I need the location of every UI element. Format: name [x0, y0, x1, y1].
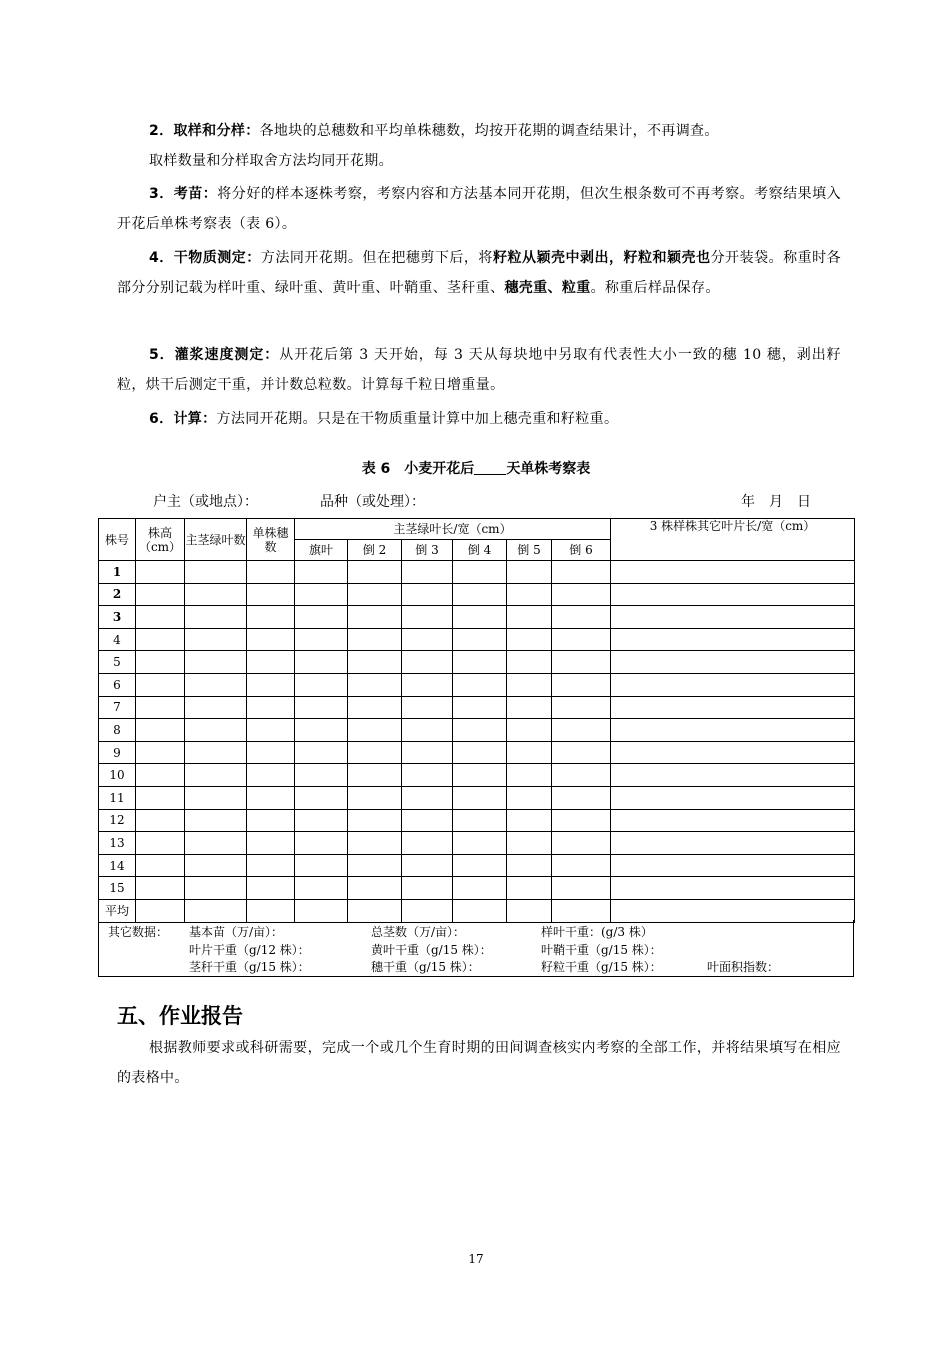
table-cell — [348, 651, 402, 674]
table-cell — [185, 583, 247, 606]
text-dry-matter-2: 分开装袋。称重时各部分分别记载为样叶重、绿叶重、黄叶重、叶鞘重、茎秆重、 — [117, 250, 841, 296]
paragraph-calculation — [117, 404, 841, 434]
table-cell — [247, 651, 295, 674]
table-cell — [185, 764, 247, 787]
text-sampling: 各地块的总穗数和平均单株穗数，均按开花期的调查结果计，不再调查。 — [259, 123, 719, 139]
table-cell — [507, 628, 552, 651]
table-cell — [136, 899, 185, 922]
table-row — [99, 696, 855, 719]
heading-dry-matter: 4．干物质测定： — [149, 250, 261, 266]
table-cell — [136, 606, 185, 629]
table-cell — [136, 809, 185, 832]
table-cell — [611, 877, 855, 900]
table-cell — [402, 809, 453, 832]
page-number: 17 — [468, 1252, 484, 1266]
table-cell — [247, 719, 295, 742]
table-cell — [402, 764, 453, 787]
table-cell — [136, 854, 185, 877]
table-cell — [402, 854, 453, 877]
table-cell — [402, 673, 453, 696]
table-cell — [611, 786, 855, 809]
table-cell — [247, 741, 295, 764]
table-cell — [136, 583, 185, 606]
row-number: 13 — [99, 832, 136, 855]
table-cell — [552, 719, 611, 742]
table-cell — [185, 854, 247, 877]
row-number: 6 — [99, 673, 136, 696]
table-cell — [402, 832, 453, 855]
heading-seedling: 3．考苗： — [149, 186, 218, 202]
table-cell — [295, 606, 348, 629]
table-cell — [402, 651, 453, 674]
table-cell — [453, 583, 507, 606]
table-cell — [247, 628, 295, 651]
table-cell — [611, 832, 855, 855]
bold-dry-matter-2: 穗壳重、粒重 — [504, 280, 591, 296]
table-cell — [136, 764, 185, 787]
table-row — [99, 786, 855, 809]
table-cell — [185, 832, 247, 855]
text-calculation: 方法同开花期。只是在干物质重量计算中加上穗壳重和籽粒重。 — [216, 411, 619, 427]
table-cell — [295, 696, 348, 719]
sheath-dry: 叶鞘干重（g/15 株）： — [541, 943, 662, 957]
table-cell — [453, 606, 507, 629]
table-cell — [295, 832, 348, 855]
table-cell — [247, 696, 295, 719]
table-cell — [552, 741, 611, 764]
table-cell — [295, 809, 348, 832]
caption-blank — [474, 460, 506, 475]
table-cell — [185, 606, 247, 629]
table-cell — [552, 583, 611, 606]
table-cell — [348, 786, 402, 809]
table-cell — [247, 583, 295, 606]
table-cell — [185, 877, 247, 900]
table-cell — [136, 628, 185, 651]
table-cell — [552, 854, 611, 877]
table-cell — [185, 809, 247, 832]
table-cell — [453, 877, 507, 900]
table-cell — [348, 628, 402, 651]
report-paragraph: 根据教师要求或科研需要，完成一个或几个生育时期的田间调查核实内考察的全部工作，并将结果填写在相应的表格中。 — [117, 1040, 841, 1086]
row-number: 9 — [99, 741, 136, 764]
row-number: 1 — [99, 561, 136, 584]
table-cell — [185, 696, 247, 719]
table-cell — [185, 741, 247, 764]
caption-post: 天单株考察表 — [506, 461, 591, 477]
paragraph-dry-matter — [117, 243, 841, 303]
table-cell — [247, 899, 295, 922]
table-cell — [507, 583, 552, 606]
table-cell — [507, 877, 552, 900]
row-number: 3 — [99, 606, 136, 629]
table-cell — [552, 809, 611, 832]
table-cell — [507, 764, 552, 787]
table-cell — [611, 673, 855, 696]
table-cell — [295, 651, 348, 674]
text-seedling: 将分好的样本逐株考察，考察内容和方法基本同开花期，但次生根条数可不再考察。考察结果填入开花后单株考察表（表 6）。 — [117, 186, 841, 232]
row-number: 11 — [99, 786, 136, 809]
table-cell — [507, 606, 552, 629]
row-number: 5 — [99, 651, 136, 674]
table-cell — [507, 719, 552, 742]
blade-dry: 叶片干重（g/12 株）： — [189, 943, 310, 957]
bold-dry-matter-1: 籽粒从颖壳中剥出，籽粒和颖壳也 — [492, 250, 711, 266]
table-cell — [611, 651, 855, 674]
table-cell — [348, 583, 402, 606]
row-number: 7 — [99, 696, 136, 719]
observation-table — [98, 518, 855, 923]
variety-label: 品种（或处理）： — [320, 494, 425, 510]
table-row — [99, 583, 855, 606]
table-cell — [402, 877, 453, 900]
owner-label: 户主（或地点）： — [153, 494, 258, 510]
table-cell — [453, 899, 507, 922]
row-number: 4 — [99, 628, 136, 651]
table-cell — [453, 786, 507, 809]
header-leaf-2: 倒 2 — [348, 540, 402, 561]
table-cell — [247, 877, 295, 900]
table-cell — [136, 719, 185, 742]
table-row — [99, 877, 855, 900]
header-other-leaves: 3 株样株其它叶片长/宽（cm） — [611, 519, 855, 561]
table-cell — [453, 719, 507, 742]
table-cell — [185, 786, 247, 809]
table-cell — [247, 786, 295, 809]
table-cell — [402, 606, 453, 629]
table-cell — [453, 673, 507, 696]
table-cell — [552, 764, 611, 787]
heading-sampling: 2．取样和分样： — [149, 123, 260, 139]
total-stems: 总茎数（万/亩）： — [371, 925, 466, 939]
table-cell — [552, 899, 611, 922]
paragraph-sampling-2: 取样数量和分样取舍方法均同开花期。 — [149, 153, 393, 169]
table-cell — [295, 741, 348, 764]
table-row — [99, 741, 855, 764]
table-cell — [453, 696, 507, 719]
table-row — [99, 764, 855, 787]
table-cell — [348, 832, 402, 855]
table-cell — [136, 561, 185, 584]
table-row — [99, 832, 855, 855]
table-cell — [507, 741, 552, 764]
table-cell — [185, 628, 247, 651]
table-cell — [453, 651, 507, 674]
table-cell — [402, 696, 453, 719]
header-leaf-6: 倒 6 — [552, 540, 611, 561]
text-dry-matter-1: 方法同开花期。但在把穗剪下后，将 — [260, 250, 493, 266]
header-plant-no: 株号 — [99, 519, 136, 561]
table-cell — [453, 809, 507, 832]
table-cell — [348, 877, 402, 900]
table-cell — [295, 854, 348, 877]
table-cell — [611, 809, 855, 832]
table-cell — [552, 606, 611, 629]
table-row — [99, 719, 855, 742]
table-cell — [295, 628, 348, 651]
table-cell — [611, 741, 855, 764]
header-leaf-4: 倒 4 — [453, 540, 507, 561]
table-cell — [611, 854, 855, 877]
sample-leaf-dry: 样叶干重：(g/3 株） — [541, 925, 653, 939]
table-cell — [402, 583, 453, 606]
table-cell — [247, 606, 295, 629]
row-number: 10 — [99, 764, 136, 787]
table-cell — [247, 673, 295, 696]
row-number: 14 — [99, 854, 136, 877]
table-row — [99, 628, 855, 651]
table-cell — [611, 696, 855, 719]
average-row — [99, 899, 855, 922]
paragraph-grain-filling — [117, 340, 841, 400]
table-cell — [185, 561, 247, 584]
table-cell — [247, 561, 295, 584]
table-cell — [611, 561, 855, 584]
table-cell — [295, 673, 348, 696]
table-cell — [348, 741, 402, 764]
table-cell — [611, 764, 855, 787]
table-cell — [507, 673, 552, 696]
table-cell — [552, 651, 611, 674]
table-cell — [402, 899, 453, 922]
header-row-1 — [99, 519, 855, 540]
table-row — [99, 673, 855, 696]
table-cell — [247, 832, 295, 855]
yellow-leaf-dry: 黄叶干重（g/15 株）： — [371, 943, 492, 957]
leaf-area-index: 叶面积指数： — [707, 960, 780, 974]
table-cell — [247, 809, 295, 832]
table-cell — [611, 606, 855, 629]
section-title: 五、作业报告 — [117, 1004, 243, 1028]
table-row — [99, 606, 855, 629]
table-cell — [402, 741, 453, 764]
table-cell — [247, 854, 295, 877]
header-flag-leaf: 旗叶 — [295, 540, 348, 561]
table-row — [99, 561, 855, 584]
table-row — [99, 854, 855, 877]
table-cell — [552, 696, 611, 719]
table-cell — [348, 673, 402, 696]
table-cell — [295, 719, 348, 742]
basic-seedlings: 基本苗（万/亩）： — [189, 925, 284, 939]
text-dry-matter-3: 。称重后样品保存。 — [590, 280, 720, 296]
other-data-label: 其它数据： — [108, 925, 169, 939]
table-cell — [507, 786, 552, 809]
table-cell — [348, 561, 402, 584]
header-leaf-3: 倒 3 — [402, 540, 453, 561]
grain-dry: 籽粒干重（g/15 株）： — [541, 960, 662, 974]
table-cell — [453, 854, 507, 877]
table-cell — [348, 606, 402, 629]
table-cell — [348, 809, 402, 832]
table-cell — [136, 741, 185, 764]
table-cell — [552, 786, 611, 809]
table-cell — [507, 854, 552, 877]
table-cell — [507, 809, 552, 832]
table-cell — [295, 899, 348, 922]
table-cell — [552, 673, 611, 696]
table-cell — [348, 764, 402, 787]
table-cell — [136, 651, 185, 674]
table-cell — [295, 786, 348, 809]
husk-dry: 穗干重（g/15 株）： — [371, 960, 480, 974]
header-leaf-group: 主茎绿叶长/宽（cm） — [295, 519, 611, 540]
table-cell — [185, 651, 247, 674]
header-green-leaves: 主茎绿叶数 — [185, 519, 247, 561]
table-cell — [185, 673, 247, 696]
table-cell — [136, 696, 185, 719]
paragraph-sampling — [117, 116, 841, 146]
table-cell — [552, 877, 611, 900]
table-cell — [185, 719, 247, 742]
row-number: 15 — [99, 877, 136, 900]
average-label: 平均 — [99, 899, 136, 922]
table-cell — [552, 628, 611, 651]
table-cell — [247, 764, 295, 787]
table-cell — [507, 561, 552, 584]
header-leaf-5: 倒 5 — [507, 540, 552, 561]
date-label: 年 月 日 — [741, 494, 811, 510]
table-cell — [611, 583, 855, 606]
table-cell — [348, 854, 402, 877]
stem-dry: 茎秆干重（g/15 株）： — [189, 960, 310, 974]
table-caption — [0, 458, 952, 478]
caption-pre: 表 6 小麦开花后 — [361, 461, 475, 477]
header-spikes: 单株穗数 — [247, 519, 295, 561]
paragraph-seedling — [117, 179, 841, 239]
table-cell — [402, 561, 453, 584]
table-cell — [507, 832, 552, 855]
table-cell — [348, 899, 402, 922]
heading-grain-filling: 5．灌浆速度测定： — [149, 347, 280, 363]
table-cell — [348, 719, 402, 742]
table-cell — [507, 696, 552, 719]
table-cell — [136, 832, 185, 855]
table-cell — [611, 899, 855, 922]
table-cell — [507, 899, 552, 922]
table-cell — [453, 628, 507, 651]
table-cell — [136, 673, 185, 696]
table-cell — [136, 877, 185, 900]
row-number: 8 — [99, 719, 136, 742]
table-row — [99, 809, 855, 832]
other-data-box — [98, 920, 854, 977]
table-cell — [295, 583, 348, 606]
table-cell — [453, 764, 507, 787]
table-row — [99, 651, 855, 674]
table-cell — [552, 832, 611, 855]
table-cell — [295, 561, 348, 584]
heading-calculation: 6．计算： — [149, 411, 217, 427]
table-cell — [295, 877, 348, 900]
table-cell — [402, 719, 453, 742]
text-grain-filling: 从开花后第 3 天开始，每 3 天从每块地中另取有代表性大小一致的穗 10 穗，剥出籽粒，烘干后测定干重，并计数总粒数。计算每千粒日增重量。 — [117, 347, 841, 393]
table-cell — [507, 651, 552, 674]
table-cell — [453, 561, 507, 584]
table-cell — [611, 719, 855, 742]
table-cell — [185, 899, 247, 922]
table-cell — [611, 628, 855, 651]
table-cell — [402, 628, 453, 651]
table-cell — [453, 741, 507, 764]
table-cell — [402, 786, 453, 809]
row-number: 12 — [99, 809, 136, 832]
row-number: 2 — [99, 583, 136, 606]
table-cell — [552, 561, 611, 584]
table-cell — [453, 832, 507, 855]
table-cell — [348, 696, 402, 719]
table-cell — [136, 786, 185, 809]
header-height: 株高（cm） — [136, 519, 185, 561]
table-cell — [295, 764, 348, 787]
